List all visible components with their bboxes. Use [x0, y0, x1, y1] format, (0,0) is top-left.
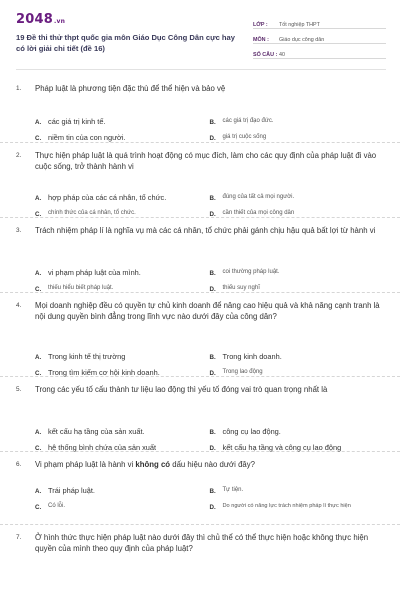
question-text-part: dấu hiệu nào dưới đây?: [170, 460, 255, 469]
question-text: [35, 384, 384, 420]
answer-option-a[interactable]: [35, 483, 210, 499]
meta-value: Giáo dục công dân: [279, 37, 325, 43]
option-text: giá trị cuộc sống: [222, 134, 267, 141]
option-text: đúng của tất cả mọi người.: [222, 194, 295, 201]
answer-option-c[interactable]: [35, 499, 210, 515]
meta-value: 40: [279, 52, 285, 58]
question-list: [0, 76, 400, 561]
answer-option-b[interactable]: [210, 190, 385, 206]
option-text: thiếu hiểu biết pháp luật.: [48, 285, 114, 292]
option-text: Trong kinh doanh.: [222, 352, 282, 362]
answer-option-b[interactable]: [210, 349, 385, 365]
question-number: 6.: [16, 461, 22, 468]
option-letter: A.: [35, 269, 42, 277]
question-stem: [16, 218, 384, 261]
option-text: Trong kinh tế thị trường: [48, 352, 126, 362]
option-letter: B.: [209, 118, 216, 126]
option-letter: B.: [209, 428, 216, 436]
question-stem: [16, 143, 384, 186]
question-item: [0, 452, 400, 525]
option-text: Trong tìm kiếm cơ hội kinh doanh.: [48, 368, 160, 378]
question-text-part: Trong các yếu tố cấu thành tư liệu lao động thì yếu tố đóng vai trò quan trọng nhất là: [35, 385, 328, 394]
option-letter: C.: [35, 285, 42, 293]
question-text: [35, 459, 384, 479]
question-text-part: Pháp luật là phương tiện đặc thù để thể hiện và bảo vệ: [35, 84, 226, 93]
question-text: [35, 532, 384, 555]
question-number: 3.: [16, 227, 22, 234]
option-text: công cụ lao động.: [222, 427, 281, 437]
option-letter: B.: [209, 487, 216, 495]
question-stem: [16, 452, 384, 479]
option-letter: D.: [209, 503, 216, 511]
option-text: coi thường pháp luật.: [222, 269, 280, 276]
logo-suffix: .vn: [53, 18, 66, 25]
answer-option-b[interactable]: [210, 114, 385, 130]
question-text: [35, 300, 384, 345]
question-number: 7.: [16, 534, 22, 541]
answer-option-a[interactable]: [35, 265, 210, 281]
option-text: các giá trị đạo đức.: [222, 118, 274, 125]
question-number: 1.: [16, 85, 22, 92]
option-text: hợp pháp của các cá nhân, tổ chức.: [48, 193, 167, 203]
option-letter: D.: [209, 134, 216, 142]
option-text: kết cấu hạ tầng của sản xuất.: [48, 427, 145, 437]
answer-option-a[interactable]: [35, 114, 210, 130]
option-text: hệ thống bình chứa của sản xuất: [48, 443, 157, 453]
question-stem: [16, 377, 384, 420]
question-item: [0, 143, 400, 218]
question-stem: [16, 525, 384, 555]
option-text: Trong lao động: [222, 369, 263, 376]
option-letter: C.: [35, 369, 42, 377]
question-number: 2.: [16, 152, 22, 159]
question-text: [35, 83, 384, 110]
option-letter: D.: [209, 285, 216, 293]
question-text-part: Mọi doanh nghiệp đều có quyền tự chủ kinh doanh để nâng cao hiệu quả và khả năng cạnh tranh là nội dung quyền bình đẳng trong lĩnh vực nào dưới đây của công dân?: [35, 301, 380, 322]
meta-key: LỚP :: [253, 22, 268, 28]
option-text: Có lỗi.: [48, 503, 66, 510]
option-text: Tự tiện.: [222, 487, 244, 494]
option-letter: C.: [35, 503, 42, 511]
answer-option-a[interactable]: [35, 424, 210, 440]
option-letter: A.: [35, 194, 42, 202]
question-item: [0, 76, 400, 143]
option-letter: D.: [209, 444, 216, 452]
option-text: các giá trị kinh tế.: [48, 117, 106, 127]
question-text-part: Thực hiện pháp luật là quá trình hoạt động có mục đích, làm cho các quy định của pháp luật đi vào cuộc sống, trở thành hành vi: [35, 151, 377, 172]
option-text: Do người có năng lực trách nhiệm pháp lí thực hiện: [222, 503, 351, 510]
question-text: [35, 150, 384, 186]
meta-row-class: [253, 14, 386, 29]
question-item: [0, 293, 400, 377]
question-stem: [16, 76, 384, 110]
answer-options: [16, 483, 384, 515]
logo-main: 2048: [16, 12, 53, 27]
question-item: [0, 218, 400, 293]
question-text-part: Vi phạm pháp luật là hành vi: [35, 460, 136, 469]
header-divider: [16, 69, 386, 70]
option-letter: C.: [35, 134, 42, 142]
meta-key: MÔN :: [253, 37, 269, 43]
option-letter: A.: [35, 353, 42, 361]
answer-options: [16, 114, 384, 146]
option-letter: A.: [35, 428, 42, 436]
option-letter: C.: [35, 444, 42, 452]
meta-table: [253, 14, 386, 59]
option-letter: D.: [209, 210, 216, 218]
option-letter: D.: [209, 369, 216, 377]
question-text-part: Ở hình thức thực hiện pháp luật nào dưới đây thì chủ thể có thể thực hiện hoặc không thực hiện quyền của mình theo quy định của pháp luật?: [35, 533, 369, 554]
option-text: thiếu suy nghĩ: [222, 285, 260, 292]
option-text: Trái pháp luật.: [48, 486, 95, 496]
option-letter: B.: [209, 194, 216, 202]
option-text: vi phạm pháp luật của mình.: [48, 268, 141, 278]
meta-value: Tốt nghiệp THPT: [279, 22, 320, 28]
question-text-part: Trách nhiệm pháp lí là nghĩa vụ mà các cá nhân, tổ chức phải gánh chịu hậu quả bất lợi từ hành vi: [35, 226, 376, 235]
option-letter: A.: [35, 487, 42, 495]
answer-option-b[interactable]: [210, 483, 385, 499]
question-item: [0, 377, 400, 452]
option-letter: B.: [209, 269, 216, 277]
question-stem: [16, 293, 384, 345]
meta-row-count: [253, 44, 386, 59]
question-item: [0, 525, 400, 561]
option-text: cần thiết của mọi công dân: [222, 210, 295, 217]
question-number: 5.: [16, 386, 22, 393]
option-text: chính thức của cá nhân, tổ chức.: [48, 210, 136, 217]
option-letter: C.: [35, 210, 42, 218]
option-text: kết cấu hạ tầng và công cụ lao động: [222, 443, 342, 453]
meta-row-subject: [253, 29, 386, 44]
answer-option-a[interactable]: [35, 190, 210, 206]
answer-option-b[interactable]: [210, 265, 385, 281]
question-text-emphasis: không có: [135, 460, 171, 469]
document-title: 19 Đề thi thử thpt quốc gia môn Giáo Dục Công Dân cực hay có lời giải chi tiết (đề 16): [16, 33, 235, 53]
meta-key: SỐ CÂU :: [253, 52, 278, 58]
option-letter: A.: [35, 118, 42, 126]
option-text: niềm tin của con người.: [48, 133, 126, 143]
document-header: [0, 0, 400, 70]
question-number: 4.: [16, 302, 22, 309]
answer-option-b[interactable]: [210, 424, 385, 440]
question-text: [35, 225, 384, 261]
answer-option-d[interactable]: [210, 499, 385, 515]
option-letter: B.: [209, 353, 216, 361]
answer-option-a[interactable]: [35, 349, 210, 365]
